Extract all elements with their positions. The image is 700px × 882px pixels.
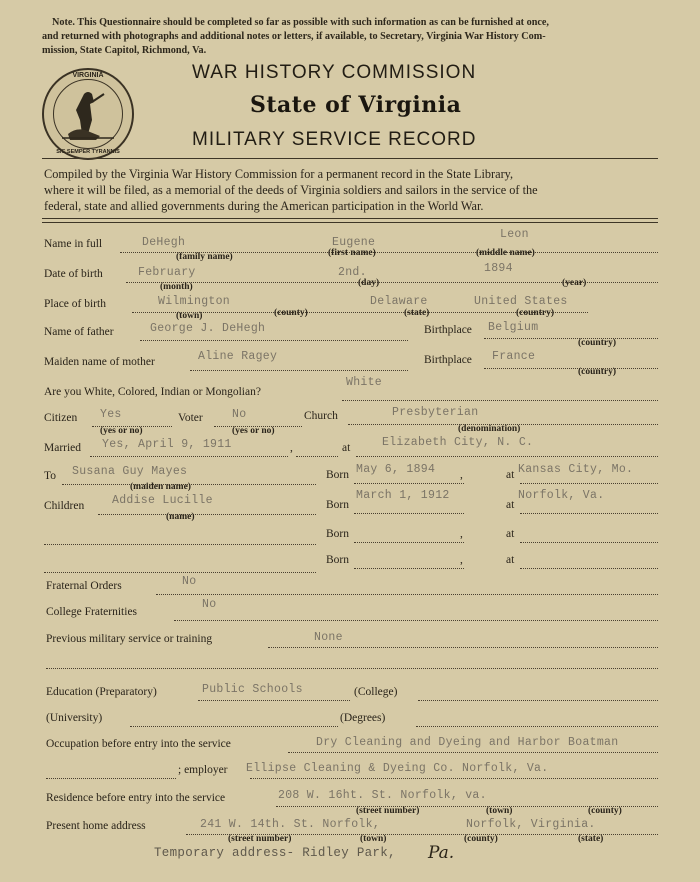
child2-born-line: [354, 541, 464, 543]
middle-name-caption: (middle name): [476, 248, 535, 258]
child-born-line: [354, 512, 464, 514]
mother-country-caption: (country): [578, 367, 616, 377]
father-line: [140, 339, 408, 341]
father-country-caption: (country): [578, 338, 616, 348]
married-mid-line: [296, 455, 338, 457]
present-street-caption: (street number): [228, 834, 292, 844]
voter-caption: (yes or no): [232, 426, 275, 436]
spouse-at-line: [520, 482, 658, 484]
university-line: [130, 725, 338, 727]
college-frat-line: [174, 619, 658, 621]
pob-label: Place of birth: [44, 298, 106, 310]
child3-at-line: [520, 567, 658, 569]
state-caption: (state): [404, 308, 430, 318]
occupation-line: [288, 751, 658, 753]
present-town-caption: (town): [360, 834, 387, 844]
residence-label: Residence before entry into the service: [46, 792, 226, 804]
note-line-2: and returned with photographs and additional notes or letters, if available, to Secretary, Virginia War History Com-: [42, 31, 546, 42]
seal-bottom-text: SIC SEMPER TYRANNIS: [56, 149, 120, 155]
family-name-value: DeHegh: [142, 236, 186, 249]
present-street-value: 241 W. 14th. St. Norfolk,: [200, 818, 381, 831]
children-label: Children: [44, 500, 85, 512]
family-name-caption: (family name): [176, 252, 233, 262]
prep-line: [198, 699, 350, 701]
denomination-caption: (denomination): [458, 424, 521, 434]
prep-education-value: Public Schools: [202, 683, 303, 696]
virginia-seal: [42, 68, 134, 160]
child3-born-line: [354, 567, 464, 569]
name-label: Name in full: [44, 238, 103, 250]
county-caption: (county): [274, 308, 308, 318]
child-line: [98, 513, 316, 515]
child-line-2: [44, 543, 316, 545]
citizen-value: Yes: [100, 408, 122, 421]
fraternal-value: No: [182, 575, 197, 588]
voter-value: No: [232, 408, 247, 421]
dob-label: Date of birth: [44, 268, 103, 280]
race-value: White: [346, 376, 383, 389]
married-value: Yes, April 9, 1911: [102, 438, 232, 451]
degrees-line: [416, 725, 658, 727]
record-title: MILITARY SERVICE RECORD: [192, 129, 477, 150]
education-label: Education (Preparatory): [46, 686, 157, 698]
intro-line-3: federal, state and allied governments during the American participation in the World War.: [44, 199, 484, 213]
citizen-label: Citizen: [44, 412, 78, 424]
race-line: [342, 399, 658, 401]
employer-label: ; employer: [178, 764, 228, 776]
church-value: Presbyterian: [392, 406, 479, 419]
mother-birthplace-line: [484, 367, 658, 369]
citizen-caption: (yes or no): [100, 426, 143, 436]
father-birthplace-line: [484, 337, 658, 339]
mother-birthplace-label: Birthplace: [424, 354, 472, 366]
month-caption: (month): [160, 282, 193, 292]
university-label: (University): [46, 712, 103, 724]
child2-at-label: at: [506, 528, 515, 540]
residence-value: 208 W. 16ht. St. Norfolk, va.: [278, 789, 487, 802]
employer-value: Ellipse Cleaning & Dyeing Co. Norfolk, Va.: [246, 762, 549, 775]
first-name-value: Eugene: [332, 236, 376, 249]
spouse-comma: ,: [460, 469, 463, 481]
present-town-county-value: Norfolk, Virginia.: [466, 818, 596, 831]
year-caption: (year): [562, 278, 587, 288]
birth-town-value: Wilmington: [158, 295, 231, 308]
child2-comma: ,: [460, 528, 463, 540]
note-line-3: mission, State Capitol, Richmond, Va.: [42, 45, 207, 56]
child-at-line: [520, 512, 658, 514]
child-born-value: March 1, 1912: [356, 489, 450, 502]
town-caption: (town): [176, 311, 203, 321]
fraternal-label: Fraternal Orders: [46, 580, 122, 592]
middle-name-value: Leon: [500, 228, 529, 241]
college-line: [418, 699, 658, 701]
country-caption: (country): [516, 308, 554, 318]
father-birthplace-value: Belgium: [488, 321, 539, 334]
spouse-born-line: [354, 482, 464, 484]
commission-title: WAR HISTORY COMMISSION: [192, 62, 477, 83]
seal-figure-icon: [53, 79, 123, 149]
child3-comma: ,: [460, 554, 463, 566]
degrees-label: (Degrees): [340, 712, 386, 724]
residence-town-caption: (town): [486, 806, 513, 816]
child2-born-label: Born: [326, 528, 349, 540]
present-state-caption: (state): [578, 834, 604, 844]
mother-line: [190, 369, 408, 371]
note-line-1: Note. This Questionnaire should be completed so far as possible with such information as can be furnished at once,: [52, 17, 549, 28]
intro-rule-1: [42, 218, 658, 219]
seal-top-text: VIRGINIA: [72, 72, 104, 79]
occupation-line-2: [46, 777, 176, 779]
birth-month-value: February: [138, 266, 196, 279]
spouse-born-value: May 6, 1894: [356, 463, 436, 476]
prev-service-value: None: [314, 631, 343, 644]
prev-service-line: [268, 646, 658, 648]
child2-at-line: [520, 541, 658, 543]
intro-line-1: Compiled by the Virginia War History Commission for a permanent record in the State Library,: [44, 167, 514, 181]
married-at-line: [356, 455, 658, 457]
spouse-born-at-value: Kansas City, Mo.: [518, 463, 634, 476]
spouse-label: To: [44, 470, 56, 482]
temporary-address: Temporary address- Ridley Park,: [154, 846, 396, 860]
married-at-label: at: [342, 442, 351, 454]
present-label: Present home address: [46, 820, 146, 832]
father-label: Name of father: [44, 326, 114, 338]
married-comma: ,: [290, 442, 293, 454]
child-name-caption: (name): [166, 512, 195, 522]
mother-birthplace-value: France: [492, 350, 536, 363]
employer-line: [250, 777, 658, 779]
present-county-caption: (county): [464, 834, 498, 844]
married-label: Married: [44, 442, 82, 454]
prev-service-label: Previous military service or training: [46, 633, 213, 645]
married-at-value: Elizabeth City, N. C.: [382, 436, 534, 449]
father-value: George J. DeHegh: [150, 322, 266, 335]
spouse-value: Susana Guy Mayes: [72, 465, 188, 478]
voter-label: Voter: [178, 412, 203, 424]
child-born-label: Born: [326, 499, 349, 511]
child-at-label: at: [506, 499, 515, 511]
child3-born-label: Born: [326, 554, 349, 566]
child-born-at-value: Norfolk, Va.: [518, 489, 605, 502]
mother-label: Maiden name of mother: [44, 356, 155, 368]
first-name-caption: (first name): [328, 248, 376, 258]
father-birthplace-label: Birthplace: [424, 324, 472, 336]
residence-county-caption: (county): [588, 806, 622, 816]
occupation-label: Occupation before entry into the service: [46, 738, 231, 750]
maiden-name-caption: (maiden name): [130, 482, 191, 492]
birth-state-value: Delaware: [370, 295, 428, 308]
birth-day-value: 2nd.: [338, 266, 367, 279]
church-label: Church: [304, 410, 338, 422]
occupation-value: Dry Cleaning and Dyeing and Harbor Boatman: [316, 736, 619, 749]
college-label: (College): [354, 686, 398, 698]
spouse-at-label: at: [506, 469, 515, 481]
race-label: Are you White, Colored, Indian or Mongolian?: [44, 386, 261, 398]
college-frat-value: No: [202, 598, 217, 611]
day-caption: (day): [358, 278, 380, 288]
fraternal-line: [156, 593, 658, 595]
child-name-value: Addise Lucille: [112, 494, 213, 507]
married-line: [90, 455, 288, 457]
intro-rule-2: [42, 222, 658, 223]
header-rule: [42, 158, 658, 159]
state-title: State of Virginia: [250, 92, 462, 118]
intro-line-2: where it will be filed, as a memorial of the deeds of Virginia soldiers and sailors in the service of the: [44, 183, 538, 197]
college-frat-label: College Fraternities: [46, 606, 138, 618]
residence-street-caption: (street number): [356, 806, 420, 816]
birth-year-value: 1894: [484, 262, 513, 275]
child3-at-label: at: [506, 554, 515, 566]
birth-country-value: United States: [474, 295, 568, 308]
temporary-address-state-handwritten: Pa.: [428, 843, 455, 863]
child-line-3: [44, 571, 316, 573]
mother-value: Aline Ragey: [198, 350, 278, 363]
spouse-born-label: Born: [326, 469, 349, 481]
prev-service-line-2: [46, 667, 658, 669]
